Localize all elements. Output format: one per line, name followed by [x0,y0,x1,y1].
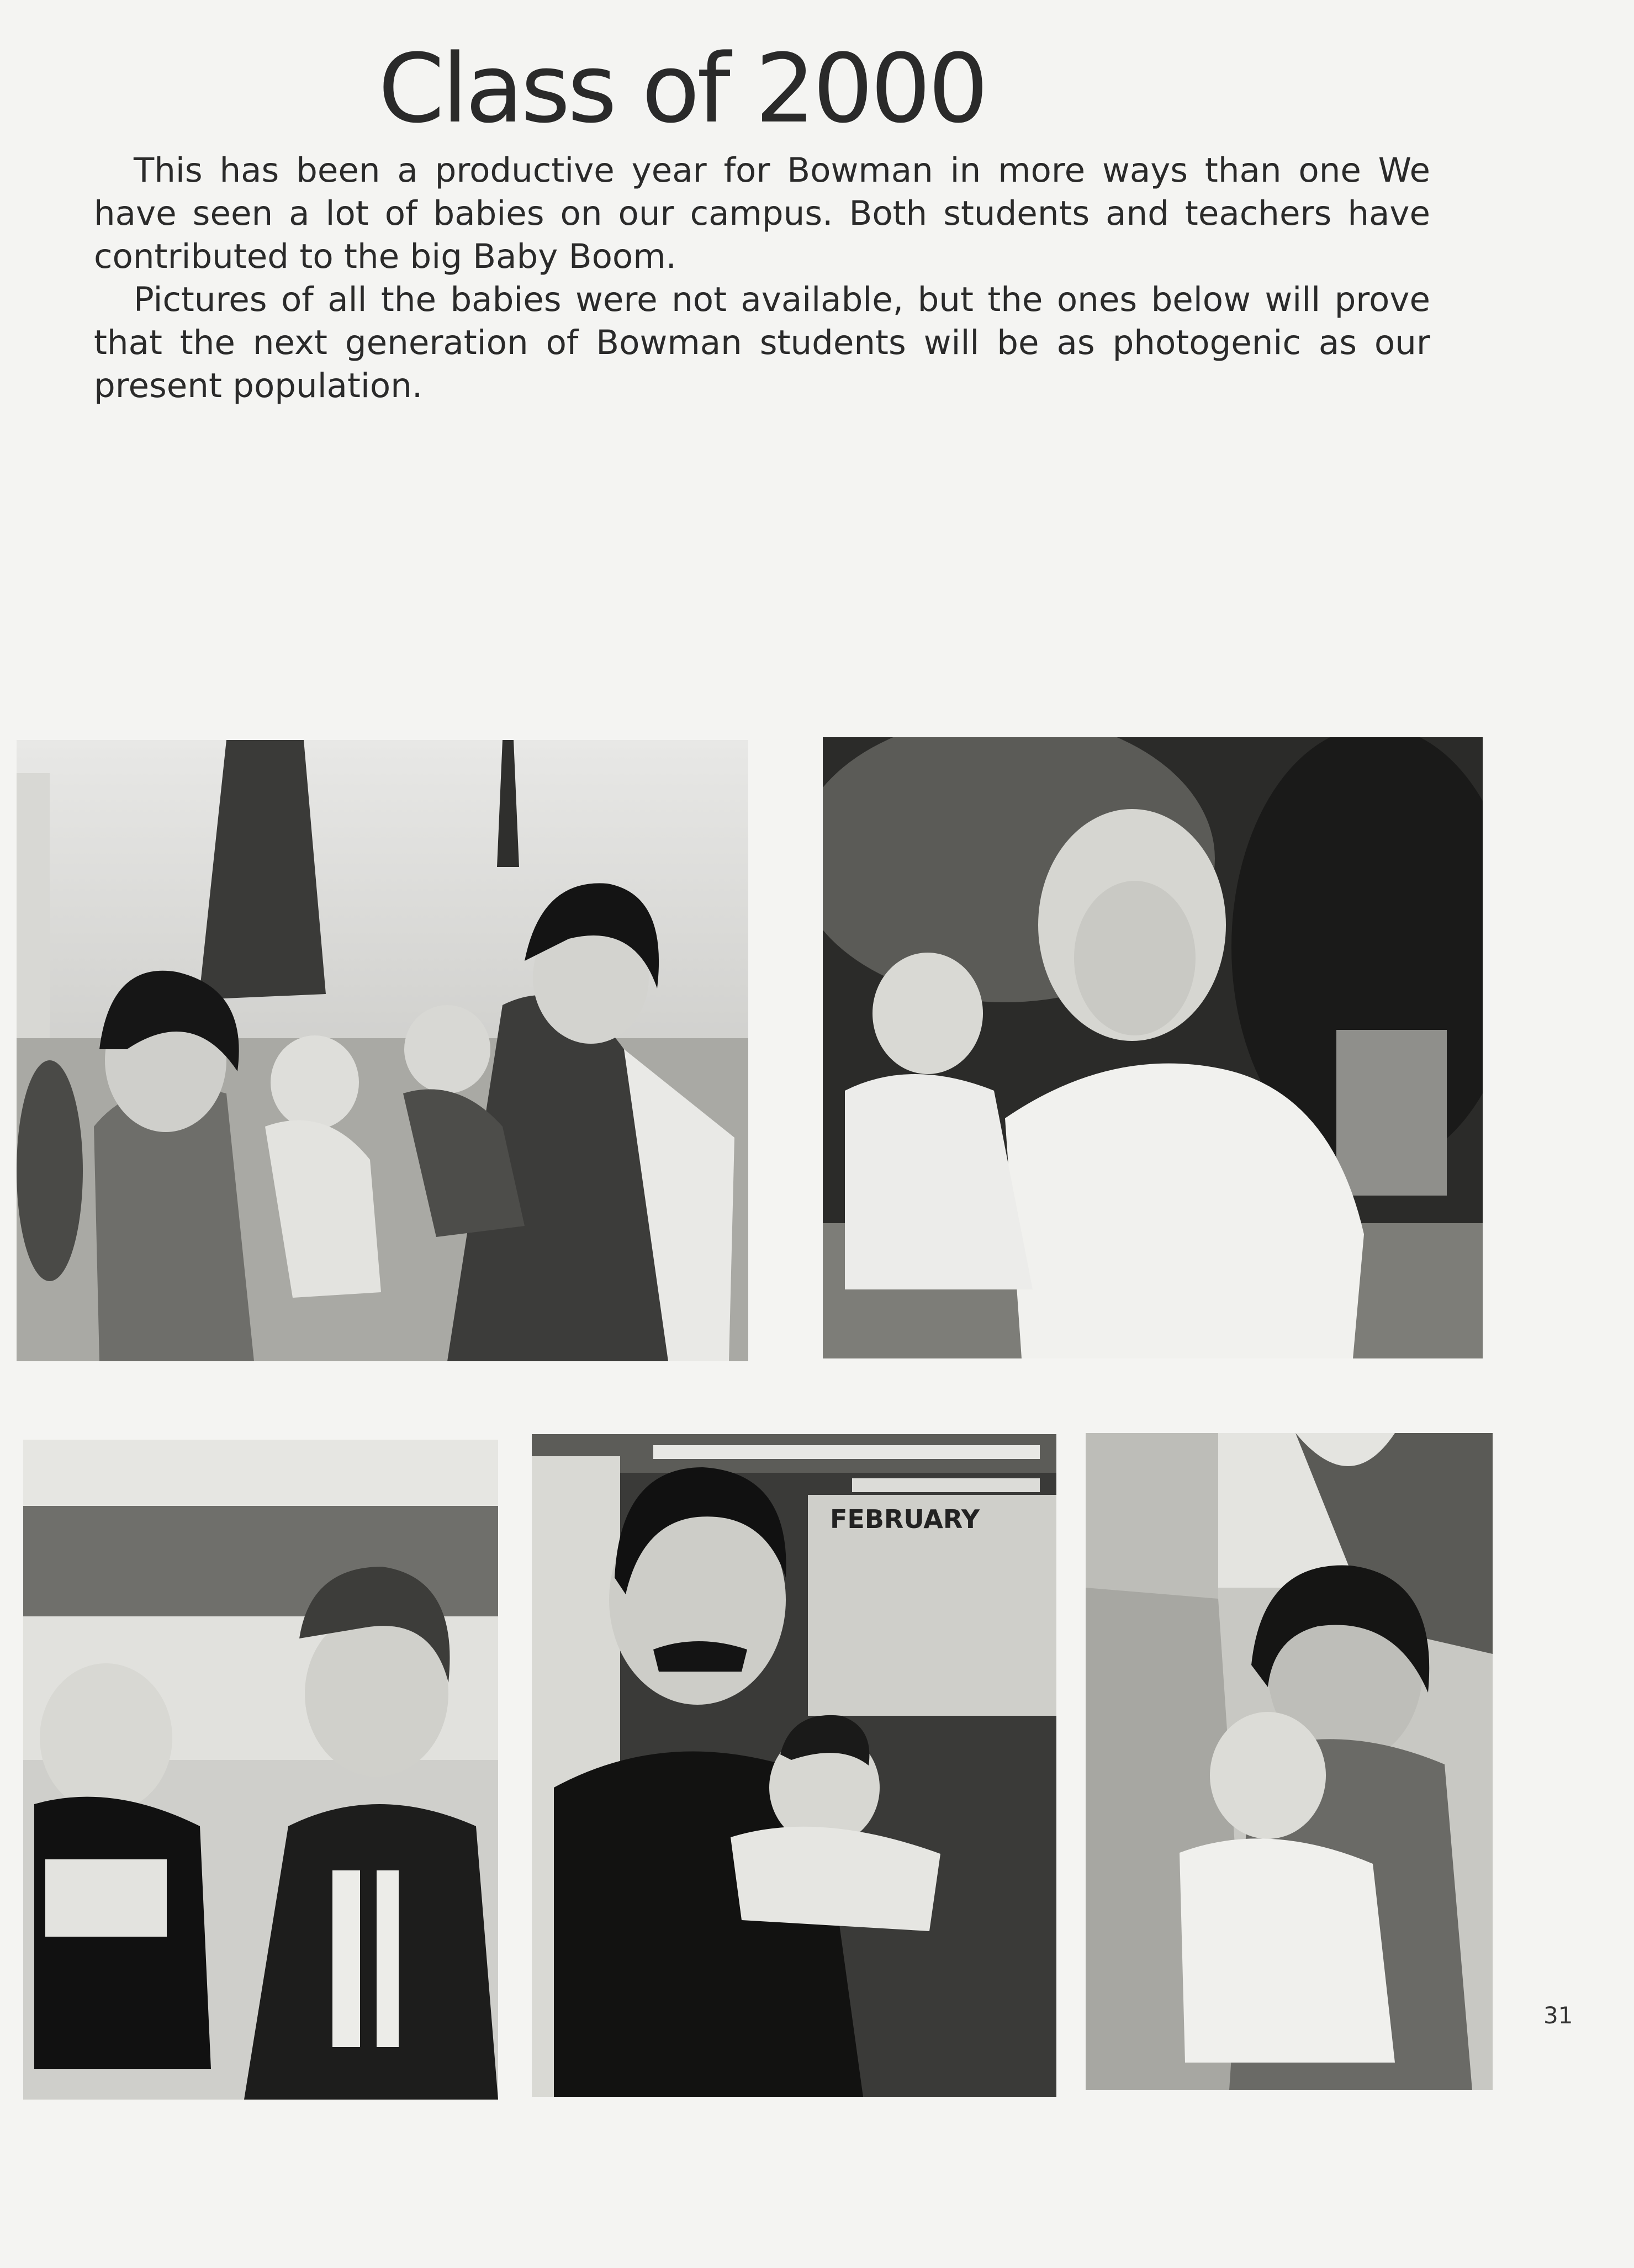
photo-two-mothers-with-babies [17,740,748,1361]
intro-paragraph: Pictures of all the babies were not available, but the ones below will prove that the next generation of Bowman students will be as photogenic as our present population. [94,280,1430,405]
page-title: Class of 2000 [378,33,986,144]
photo-teacher-with-baby [532,1434,1056,2097]
intro-paragraph: This has been a productive year for Bowman in more ways than one We have seen a lot of babies on our campus. Both students and teachers have contributed to the big Baby Boom. [94,151,1430,276]
page-number: 31 [1543,2002,1573,2029]
photo-woman-with-toddler [23,1440,498,2100]
intro-text [94,149,1430,408]
photo-young-woman-with-baby [823,737,1483,1358]
sign-february: FEBRUARY [830,1504,980,1534]
photo-girl-with-infant [1086,1433,1493,2090]
